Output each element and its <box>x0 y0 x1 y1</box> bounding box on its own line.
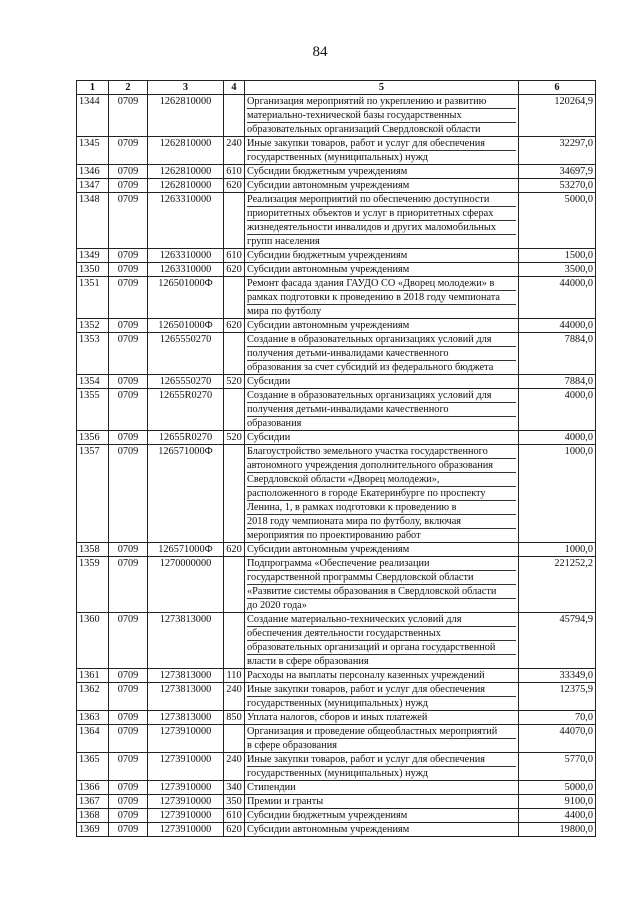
description-line: власти в сфере образования <box>247 656 369 667</box>
column-header: 1 <box>77 81 109 95</box>
amount-cell: 1000,0 <box>519 445 596 543</box>
description-line: образования <box>247 418 302 429</box>
description-line: Субсидии автономным учреждениям <box>247 824 410 835</box>
expense-type-cell <box>224 557 245 613</box>
target-article-cell: 126571000Ф <box>148 445 224 543</box>
row-number-cell: 1369 <box>77 823 109 837</box>
description-line: образовательных организаций и органа государственной <box>247 641 516 655</box>
amount-cell: 70,0 <box>519 711 596 725</box>
section-code-cell: 0709 <box>109 249 148 263</box>
target-article-cell: 1273910000 <box>148 823 224 837</box>
amount-cell: 34697,9 <box>519 165 596 179</box>
table-row <box>77 781 596 795</box>
section-code-cell: 0709 <box>109 165 148 179</box>
description-cell <box>245 823 519 837</box>
amount-cell: 9100,0 <box>519 795 596 809</box>
description-line: «Развитие системы образования в Свердловской области <box>247 585 516 599</box>
expense-type-cell: 340 <box>224 781 245 795</box>
row-number-cell: 1364 <box>77 725 109 753</box>
target-article-cell: 1273910000 <box>148 725 224 753</box>
description-cell <box>245 445 519 543</box>
amount-cell: 5770,0 <box>519 753 596 781</box>
description-line: государственной программы Свердловской области <box>247 571 516 585</box>
description-cell <box>245 431 519 445</box>
table-row <box>77 389 596 431</box>
section-code-cell: 0709 <box>109 725 148 753</box>
expense-type-cell: 620 <box>224 319 245 333</box>
description-cell <box>245 683 519 711</box>
expense-type-cell: 610 <box>224 809 245 823</box>
table-body <box>77 95 596 837</box>
row-number-cell: 1365 <box>77 753 109 781</box>
amount-cell: 7884,0 <box>519 333 596 375</box>
expense-type-cell <box>224 725 245 753</box>
amount-cell: 33349,0 <box>519 669 596 683</box>
target-article-cell: 1263310000 <box>148 249 224 263</box>
description-line: Организация мероприятий по укреплению и развитию <box>247 95 516 109</box>
description-line: Свердловской области «Дворец молодежи», <box>247 473 516 487</box>
row-number-cell: 1344 <box>77 95 109 137</box>
description-cell <box>245 249 519 263</box>
table-row <box>77 557 596 613</box>
section-code-cell: 0709 <box>109 795 148 809</box>
expense-type-cell: 240 <box>224 753 245 781</box>
description-cell <box>245 711 519 725</box>
description-cell <box>245 137 519 165</box>
row-number-cell: 1355 <box>77 389 109 431</box>
row-number-cell: 1348 <box>77 193 109 249</box>
amount-cell: 4400,0 <box>519 809 596 823</box>
description-cell <box>245 193 519 249</box>
section-code-cell: 0709 <box>109 277 148 319</box>
table-row <box>77 725 596 753</box>
description-line: Субсидии бюджетным учреждениям <box>247 250 408 261</box>
budget-table <box>76 80 596 837</box>
description-cell <box>245 179 519 193</box>
section-code-cell: 0709 <box>109 375 148 389</box>
target-article-cell: 1265550270 <box>148 333 224 375</box>
amount-cell: 1500,0 <box>519 249 596 263</box>
description-line: Субсидии <box>247 432 291 443</box>
expense-type-cell: 520 <box>224 375 245 389</box>
table-row <box>77 809 596 823</box>
description-line: Расходы на выплаты персоналу казенных учреждений <box>247 670 485 681</box>
description-line: Создание в образовательных организациях условий для <box>247 389 516 403</box>
table-header-row <box>77 81 596 95</box>
description-line: мероприятия по проектированию работ <box>247 530 421 541</box>
table-row <box>77 683 596 711</box>
section-code-cell: 0709 <box>109 333 148 375</box>
row-number-cell: 1360 <box>77 613 109 669</box>
row-number-cell: 1345 <box>77 137 109 165</box>
table-row <box>77 137 596 165</box>
row-number-cell: 1359 <box>77 557 109 613</box>
description-cell <box>245 95 519 137</box>
description-line: Иные закупки товаров, работ и услуг для обеспечения <box>247 753 516 767</box>
row-number-cell: 1353 <box>77 333 109 375</box>
expense-type-cell: 350 <box>224 795 245 809</box>
description-line: образования за счет субсидий из федерального бюджета <box>247 362 494 373</box>
row-number-cell: 1351 <box>77 277 109 319</box>
table-row <box>77 179 596 193</box>
amount-cell: 44070,0 <box>519 725 596 753</box>
section-code-cell: 0709 <box>109 263 148 277</box>
section-code-cell: 0709 <box>109 95 148 137</box>
row-number-cell: 1362 <box>77 683 109 711</box>
row-number-cell: 1368 <box>77 809 109 823</box>
row-number-cell: 1347 <box>77 179 109 193</box>
description-line: Ремонт фасада здания ГАУДО СО «Дворец молодежи» в <box>247 277 516 291</box>
table-row <box>77 795 596 809</box>
amount-cell: 4000,0 <box>519 389 596 431</box>
target-article-cell: 126501000Ф <box>148 319 224 333</box>
expense-type-cell: 110 <box>224 669 245 683</box>
description-cell <box>245 389 519 431</box>
target-article-cell: 1262810000 <box>148 137 224 165</box>
column-header: 4 <box>224 81 245 95</box>
row-number-cell: 1357 <box>77 445 109 543</box>
section-code-cell: 0709 <box>109 781 148 795</box>
description-line: 2018 году чемпионата мира по футболу, включая <box>247 515 516 529</box>
section-code-cell: 0709 <box>109 543 148 557</box>
amount-cell: 32297,0 <box>519 137 596 165</box>
section-code-cell: 0709 <box>109 809 148 823</box>
description-line: Иные закупки товаров, работ и услуг для обеспечения <box>247 137 516 151</box>
table-row <box>77 823 596 837</box>
expense-type-cell: 520 <box>224 431 245 445</box>
expense-type-cell: 610 <box>224 249 245 263</box>
table-row <box>77 753 596 781</box>
section-code-cell: 0709 <box>109 389 148 431</box>
table-row <box>77 263 596 277</box>
table-row <box>77 249 596 263</box>
amount-cell: 221252,2 <box>519 557 596 613</box>
page-number: 84 <box>312 44 328 60</box>
amount-cell: 44000,0 <box>519 277 596 319</box>
description-cell <box>245 795 519 809</box>
section-code-cell: 0709 <box>109 683 148 711</box>
column-header: 6 <box>519 81 596 95</box>
amount-cell: 4000,0 <box>519 431 596 445</box>
amount-cell: 7884,0 <box>519 375 596 389</box>
description-line: образовательных организаций Свердловской области <box>247 124 481 135</box>
description-line: приоритетных объектов и услуг в приоритетных сферах <box>247 207 516 221</box>
section-code-cell: 0709 <box>109 319 148 333</box>
expense-type-cell <box>224 445 245 543</box>
description-cell <box>245 277 519 319</box>
expense-type-cell <box>224 389 245 431</box>
target-article-cell: 1262810000 <box>148 95 224 137</box>
description-line: Стипендии <box>247 782 296 793</box>
expense-type-cell: 620 <box>224 823 245 837</box>
section-code-cell: 0709 <box>109 613 148 669</box>
expense-type-cell: 850 <box>224 711 245 725</box>
target-article-cell: 1263310000 <box>148 193 224 249</box>
amount-cell: 3500,0 <box>519 263 596 277</box>
table-row <box>77 95 596 137</box>
description-cell <box>245 669 519 683</box>
table-row <box>77 165 596 179</box>
amount-cell: 45794,9 <box>519 613 596 669</box>
target-article-cell: 1273813000 <box>148 683 224 711</box>
description-cell <box>245 333 519 375</box>
target-article-cell: 12655R0270 <box>148 389 224 431</box>
row-number-cell: 1366 <box>77 781 109 795</box>
section-code-cell: 0709 <box>109 711 148 725</box>
description-line: получения детьми-инвалидами качественного <box>247 403 516 417</box>
description-line: государственных (муниципальных) нужд <box>247 152 428 163</box>
description-cell <box>245 613 519 669</box>
description-line: Субсидии <box>247 376 291 387</box>
section-code-cell: 0709 <box>109 445 148 543</box>
description-line: расположенного в городе Екатеринбурге по проспекту <box>247 487 516 501</box>
target-article-cell: 1273813000 <box>148 669 224 683</box>
expense-type-cell <box>224 277 245 319</box>
expense-type-cell <box>224 193 245 249</box>
description-line: получения детьми-инвалидами качественного <box>247 347 516 361</box>
table-row <box>77 193 596 249</box>
description-cell <box>245 165 519 179</box>
target-article-cell: 1262810000 <box>148 165 224 179</box>
target-article-cell: 126571000Ф <box>148 543 224 557</box>
description-cell <box>245 781 519 795</box>
description-cell <box>245 725 519 753</box>
table-row <box>77 277 596 319</box>
column-header: 3 <box>148 81 224 95</box>
row-number-cell: 1367 <box>77 795 109 809</box>
description-line: Благоустройство земельного участка государственного <box>247 445 516 459</box>
amount-cell: 5000,0 <box>519 781 596 795</box>
expense-type-cell <box>224 613 245 669</box>
expense-type-cell <box>224 333 245 375</box>
description-line: до 2020 года» <box>247 600 307 611</box>
description-line: Создание в образовательных организациях условий для <box>247 333 516 347</box>
section-code-cell: 0709 <box>109 193 148 249</box>
section-code-cell: 0709 <box>109 823 148 837</box>
description-line: Субсидии бюджетным учреждениям <box>247 166 408 177</box>
description-line: Субсидии автономным учреждениям <box>247 180 410 191</box>
description-cell <box>245 809 519 823</box>
section-code-cell: 0709 <box>109 431 148 445</box>
description-line: автономного учреждения дополнительного образования <box>247 459 516 473</box>
row-number-cell: 1350 <box>77 263 109 277</box>
expense-type-cell <box>224 95 245 137</box>
description-line: государственных (муниципальных) нужд <box>247 768 428 779</box>
table-row <box>77 431 596 445</box>
description-cell <box>245 319 519 333</box>
table-row <box>77 333 596 375</box>
section-code-cell: 0709 <box>109 669 148 683</box>
description-cell <box>245 263 519 277</box>
table-row <box>77 711 596 725</box>
amount-cell: 1000,0 <box>519 543 596 557</box>
table-row <box>77 543 596 557</box>
amount-cell: 19800,0 <box>519 823 596 837</box>
table-row <box>77 445 596 543</box>
description-line: рамках подготовки к проведению в 2018 году чемпионата <box>247 291 516 305</box>
row-number-cell: 1361 <box>77 669 109 683</box>
target-article-cell: 1273910000 <box>148 795 224 809</box>
expense-type-cell: 240 <box>224 683 245 711</box>
table-row <box>77 319 596 333</box>
target-article-cell: 126501000Ф <box>148 277 224 319</box>
row-number-cell: 1358 <box>77 543 109 557</box>
description-line: Уплата налогов, сборов и иных платежей <box>247 712 428 723</box>
expense-type-cell: 620 <box>224 179 245 193</box>
description-line: Иные закупки товаров, работ и услуг для обеспечения <box>247 683 516 697</box>
table-row <box>77 613 596 669</box>
row-number-cell: 1354 <box>77 375 109 389</box>
description-line: в сфере образования <box>247 740 337 751</box>
description-cell <box>245 557 519 613</box>
target-article-cell: 1262810000 <box>148 179 224 193</box>
description-line: Премии и гранты <box>247 796 324 807</box>
description-line: Субсидии бюджетным учреждениям <box>247 810 408 821</box>
target-article-cell: 1263310000 <box>148 263 224 277</box>
section-code-cell: 0709 <box>109 179 148 193</box>
column-header: 5 <box>245 81 519 95</box>
target-article-cell: 1270000000 <box>148 557 224 613</box>
description-line: групп населения <box>247 236 320 247</box>
description-line: мира по футболу <box>247 306 322 317</box>
target-article-cell: 1273910000 <box>148 781 224 795</box>
target-article-cell: 12655R0270 <box>148 431 224 445</box>
description-line: Субсидии автономным учреждениям <box>247 264 410 275</box>
amount-cell: 120264,9 <box>519 95 596 137</box>
row-number-cell: 1363 <box>77 711 109 725</box>
expense-type-cell: 620 <box>224 543 245 557</box>
section-code-cell: 0709 <box>109 137 148 165</box>
row-number-cell: 1349 <box>77 249 109 263</box>
row-number-cell: 1352 <box>77 319 109 333</box>
description-line: обеспечения деятельности государственных <box>247 627 516 641</box>
expense-type-cell: 620 <box>224 263 245 277</box>
description-cell <box>245 375 519 389</box>
target-article-cell: 1273910000 <box>148 753 224 781</box>
amount-cell: 5000,0 <box>519 193 596 249</box>
table-row <box>77 375 596 389</box>
amount-cell: 53270,0 <box>519 179 596 193</box>
description-line: Организация и проведение общеобластных мероприятий <box>247 725 516 739</box>
description-line: материально-технической базы государственных <box>247 109 516 123</box>
description-line: государственных (муниципальных) нужд <box>247 698 428 709</box>
column-header: 2 <box>109 81 148 95</box>
description-cell <box>245 543 519 557</box>
target-article-cell: 1273813000 <box>148 613 224 669</box>
description-line: Ленина, 1, в рамках подготовки к проведению в <box>247 501 516 515</box>
description-line: Субсидии автономным учреждениям <box>247 544 410 555</box>
description-line: Реализация мероприятий по обеспечению доступности <box>247 193 516 207</box>
amount-cell: 12375,9 <box>519 683 596 711</box>
description-cell <box>245 753 519 781</box>
row-number-cell: 1356 <box>77 431 109 445</box>
row-number-cell: 1346 <box>77 165 109 179</box>
target-article-cell: 1265550270 <box>148 375 224 389</box>
target-article-cell: 1273910000 <box>148 809 224 823</box>
section-code-cell: 0709 <box>109 557 148 613</box>
amount-cell: 44000,0 <box>519 319 596 333</box>
expense-type-cell: 240 <box>224 137 245 165</box>
description-line: Подпрограмма «Обеспечение реализации <box>247 557 516 571</box>
table-row <box>77 669 596 683</box>
section-code-cell: 0709 <box>109 753 148 781</box>
expense-type-cell: 610 <box>224 165 245 179</box>
description-line: жизнедеятельности инвалидов и других маломобильных <box>247 221 516 235</box>
description-line: Субсидии автономным учреждениям <box>247 320 410 331</box>
description-line: Создание материально-технических условий для <box>247 613 516 627</box>
target-article-cell: 1273813000 <box>148 711 224 725</box>
